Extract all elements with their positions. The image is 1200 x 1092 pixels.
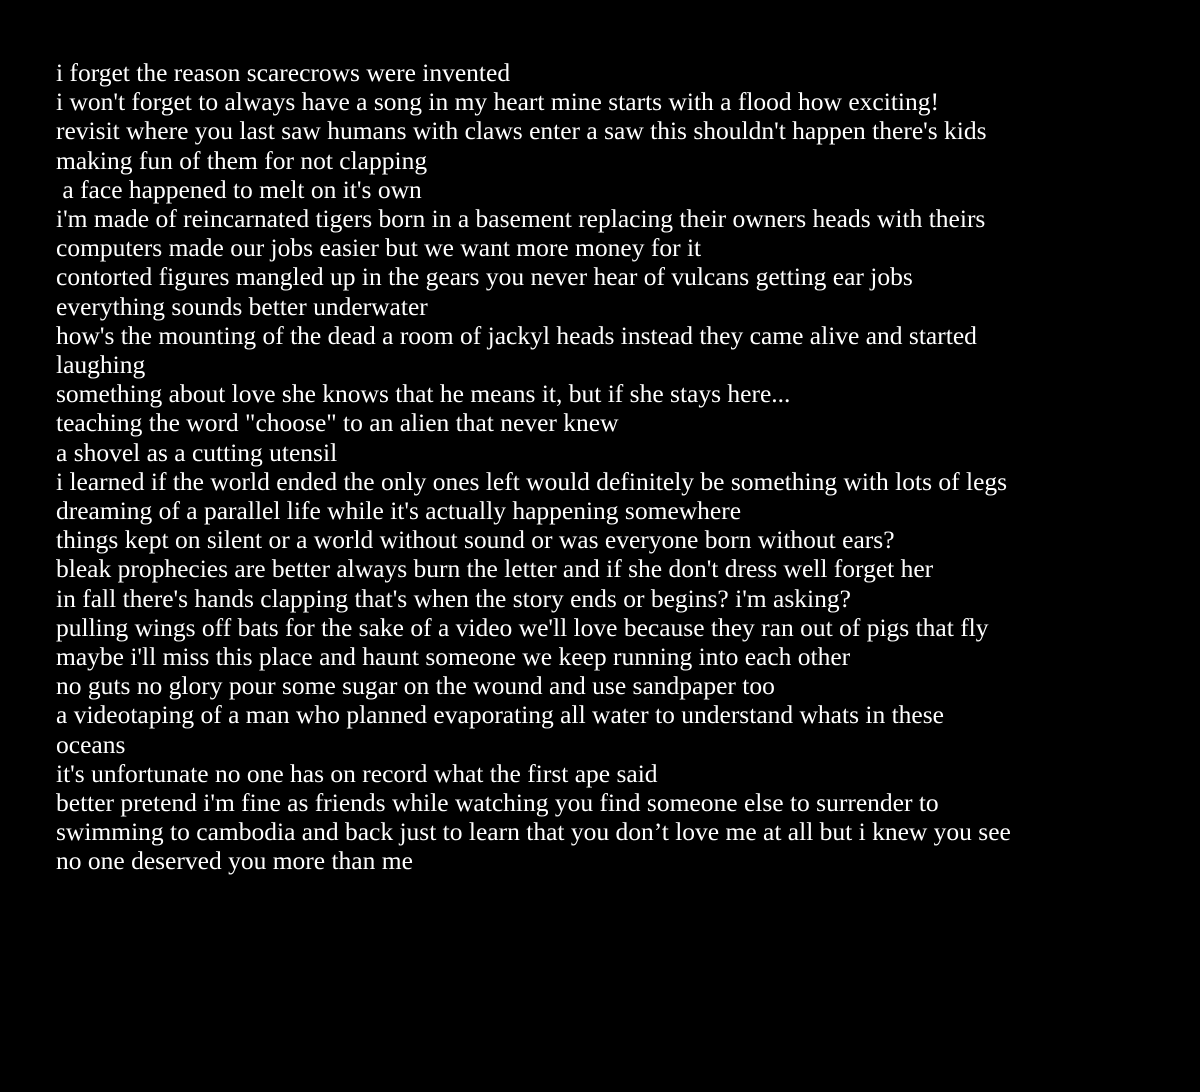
- poem-line: a face happened to melt on it's own: [56, 174, 422, 204]
- poem-line: pulling wings off bats for the sake of a video we'll love because they ran out of pigs that fly: [56, 612, 989, 642]
- poem-line: i'm made of reincarnated tigers born in a basement replacing their owners heads with theirs: [56, 204, 986, 234]
- poem-line: how's the mounting of the dead a room of jackyl heads instead they came alive and started: [56, 320, 977, 350]
- poem-line: something about love she knows that he means it, but if she stays here...: [56, 379, 791, 409]
- poem-line: no guts no glory pour some sugar on the wound and use sandpaper too: [56, 671, 775, 701]
- poem-line: oceans: [56, 729, 126, 759]
- poem-line: dreaming of a parallel life while it's actually happening somewhere: [56, 496, 742, 526]
- poem-line: i forget the reason scarecrows were invented: [56, 58, 511, 87]
- poem-text-block: [56, 58, 1186, 876]
- poem-line: better pretend i'm fine as friends while watching you find someone else to surrender to: [56, 788, 939, 818]
- poem-line: making fun of them for not clapping: [56, 145, 428, 175]
- poem-line: maybe i'll miss this place and haunt someone we keep running into each other: [56, 642, 851, 672]
- poem-line: a shovel as a cutting utensil: [56, 437, 338, 467]
- poem-line: swimming to cambodia and back just to learn that you don’t love me at all but i knew you see: [56, 817, 1011, 847]
- poem-line: i won't forget to always have a song in my heart mine starts with a flood how exciting!: [56, 87, 939, 117]
- poem-line: a videotaping of a man who planned evaporating all water to understand whats in these: [56, 700, 944, 730]
- poem-line: i learned if the world ended the only ones left would definitely be something with lots of legs: [56, 466, 1008, 496]
- poem-line: no one deserved you more than me: [56, 846, 413, 876]
- poem-line: bleak prophecies are better always burn the letter and if she don't dress well forget her: [56, 554, 934, 584]
- poem-line: laughing: [56, 350, 146, 380]
- poem-line: revisit where you last saw humans with claws enter a saw this shouldn't happen there's kids: [56, 116, 987, 146]
- poem-line: things kept on silent or a world without sound or was everyone born without ears?: [56, 525, 895, 555]
- poem-line: teaching the word "choose" to an alien that never knew: [56, 408, 619, 438]
- poem-line: everything sounds better underwater: [56, 291, 428, 321]
- poem-line: it's unfortunate no one has on record what the first ape said: [56, 758, 658, 788]
- poem-line: in fall there's hands clapping that's when the story ends or begins? i'm asking?: [56, 583, 851, 613]
- poem-line: computers made our jobs easier but we want more money for it: [56, 233, 702, 263]
- poem-line: contorted figures mangled up in the gears you never hear of vulcans getting ear jobs: [56, 262, 913, 292]
